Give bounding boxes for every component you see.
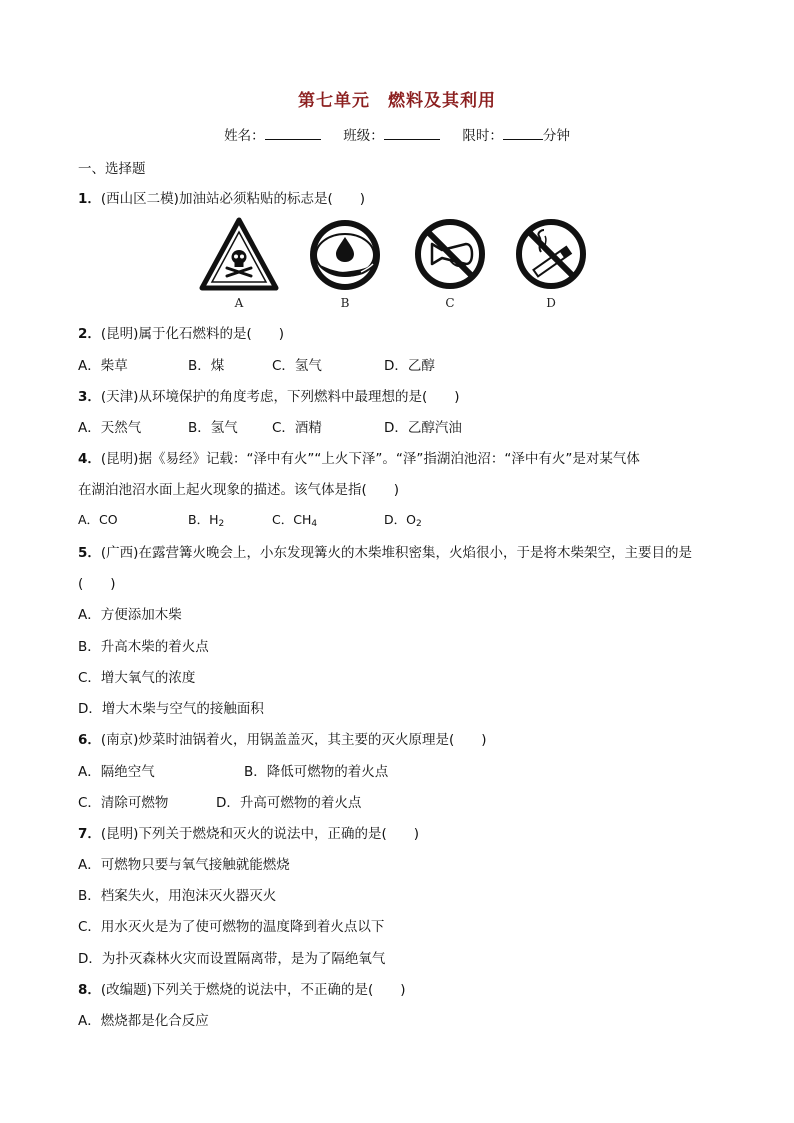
option-d[interactable]	[384, 510, 422, 529]
question-text: (西山区二模)加油站必须粘贴的标志是( )	[100, 191, 365, 207]
subscript: 4	[311, 519, 318, 529]
option-d[interactable]: D．乙醇	[384, 358, 435, 374]
option-b[interactable]: B．降低可燃物的着火点	[244, 764, 389, 780]
question-number: 1．	[78, 191, 101, 207]
option-d[interactable]: D．为扑灭森林火灾而设置隔离带，是为了隔绝氧气	[78, 951, 386, 967]
question-text: (昆明)下列关于燃烧和灭火的说法中，正确的是( )	[100, 826, 419, 842]
option-text: C．CH	[272, 512, 312, 527]
page-title: 第七单元 燃料及其利用	[298, 91, 496, 111]
option-b[interactable]: B．档案失火，用泡沫灭火器灭火	[78, 888, 277, 904]
section-heading: 一、选择题	[78, 161, 146, 177]
option-c[interactable]: C．用水灭火是为了使可燃物的温度降到着火点以下	[78, 919, 385, 935]
class-label: 班级：	[343, 128, 384, 144]
option-d[interactable]: D．升高可燃物的着火点	[216, 795, 362, 811]
name-blank[interactable]	[265, 127, 321, 140]
question-number: 7．	[78, 826, 101, 842]
question-1	[78, 187, 365, 207]
name-label: 姓名：	[224, 128, 265, 144]
question-number: 8．	[78, 982, 101, 998]
sign-letter: D	[546, 296, 556, 310]
toxic-skull-icon	[199, 216, 279, 296]
question-4	[78, 447, 640, 467]
sign-option-b[interactable]	[305, 216, 385, 312]
question-number: 4．	[78, 451, 101, 467]
sign-letter: C	[445, 296, 455, 310]
question-2	[78, 322, 284, 342]
question-8	[78, 978, 405, 998]
question-text-line-2: 在湖泊池沼水面上起火现象的描述。该气体是指( )	[78, 482, 400, 498]
subscript: 2	[218, 519, 225, 529]
option-b[interactable]	[188, 510, 224, 529]
option-a[interactable]	[78, 510, 118, 528]
question-text: (天津)从环境保护的角度考虑，下列燃料中最理想的是( )	[100, 389, 460, 405]
option-b[interactable]: B．煤	[188, 358, 225, 374]
question-text-line-1: (广西)在露营篝火晚会上，小东发现篝火的木柴堆积密集，火焰很小，于是将木柴架空，主要目的是	[100, 545, 692, 561]
option-d[interactable]: D．增大木柴与空气的接触面积	[78, 701, 264, 717]
option-a[interactable]: A．柴草	[78, 358, 128, 374]
question-5	[78, 541, 692, 561]
student-info-line	[0, 124, 794, 144]
option-text: A．CO	[78, 512, 118, 527]
question-text: (南京)炒菜时油锅着火，用锅盖盖灭，其主要的灭火原理是( )	[100, 732, 487, 748]
options-row	[78, 354, 718, 372]
option-text: D．O	[384, 512, 416, 527]
option-c[interactable]: C．清除可燃物	[78, 795, 169, 811]
class-blank[interactable]	[384, 127, 440, 140]
option-c[interactable]: C．增大氧气的浓度	[78, 670, 196, 686]
option-a[interactable]: A．燃烧都是化合反应	[78, 1013, 209, 1029]
subscript: 2	[415, 519, 422, 529]
question-6	[78, 728, 486, 748]
time-label: 限时：	[462, 128, 503, 144]
sign-option-a[interactable]	[199, 216, 279, 312]
water-saving-hands-icon	[305, 216, 385, 296]
no-horn-icon	[410, 216, 490, 296]
question-text-line-1: (昆明)据《易经》记载：“泽中有火”“上火下泽”。“泽”指湖泊池沼：“泽中有火”是对某气体	[100, 451, 640, 467]
sign-letter: B	[340, 296, 350, 310]
question-text-line-2: ( )	[78, 576, 116, 592]
sign-option-c[interactable]	[410, 216, 490, 312]
sign-option-d[interactable]	[511, 216, 591, 312]
option-c[interactable]	[272, 510, 317, 529]
option-b[interactable]: B．氢气	[188, 420, 238, 436]
option-b[interactable]: B．升高木柴的着火点	[78, 639, 209, 655]
options-row	[78, 416, 718, 434]
option-a[interactable]: A．可燃物只要与氧气接触就能燃烧	[78, 857, 290, 873]
option-a[interactable]: A．隔绝空气	[78, 764, 155, 780]
question-number: 2．	[78, 326, 101, 342]
option-a[interactable]: A．天然气	[78, 420, 142, 436]
time-unit: 分钟	[542, 128, 570, 144]
option-a[interactable]: A．方便添加木柴	[78, 607, 182, 623]
options-row	[78, 760, 718, 778]
question-number: 3．	[78, 389, 101, 405]
question-number: 6．	[78, 732, 101, 748]
options-row	[78, 791, 718, 809]
question-3	[78, 385, 459, 405]
options-row	[78, 510, 718, 528]
option-text: B．H	[188, 512, 219, 527]
sign-letter: A	[234, 296, 244, 310]
question-number: 5．	[78, 545, 101, 561]
question-7	[78, 822, 419, 842]
no-smoking-icon	[511, 216, 591, 296]
question-text: (昆明)属于化石燃料的是( )	[100, 326, 284, 342]
time-blank[interactable]	[503, 127, 543, 140]
option-c[interactable]: C．氢气	[272, 358, 322, 374]
question-text: (改编题)下列关于燃烧的说法中，不正确的是( )	[100, 982, 406, 998]
option-c[interactable]: C．酒精	[272, 420, 322, 436]
option-d[interactable]: D．乙醇汽油	[384, 420, 462, 436]
